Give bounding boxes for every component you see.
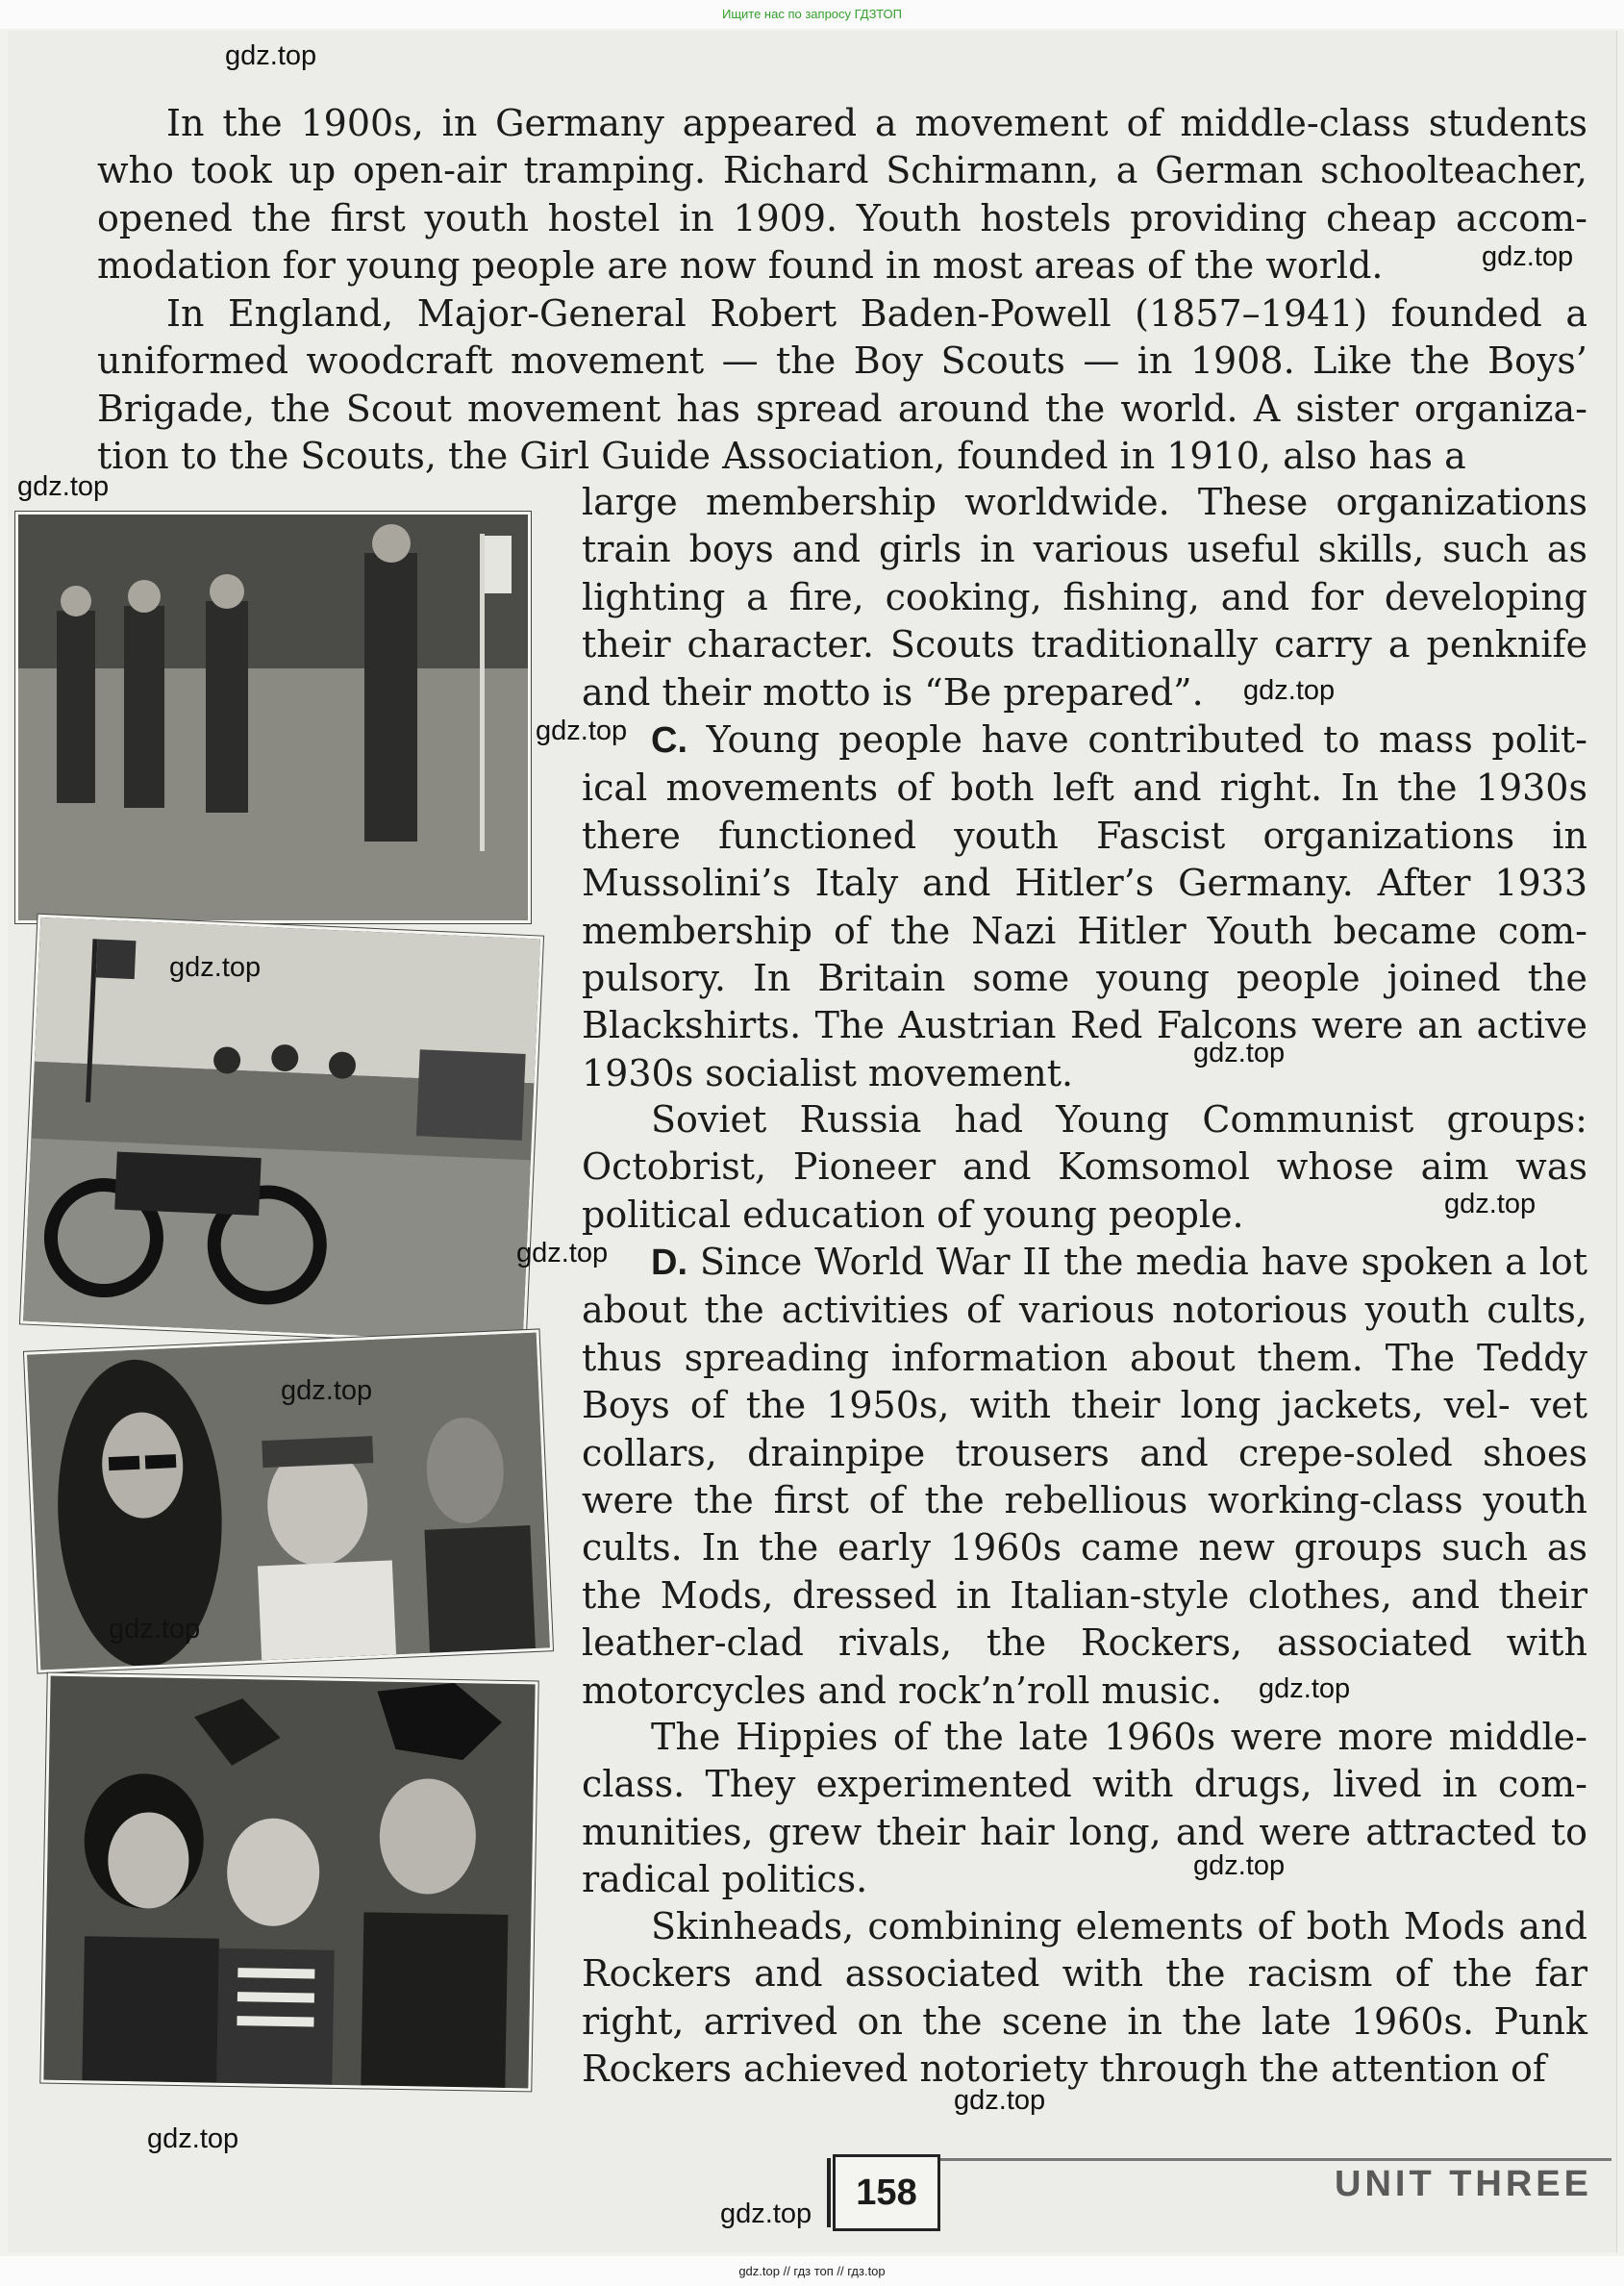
line: were the first of the rebellious working-class youth xyxy=(582,1479,1587,1522)
line: train boys and girls in various useful skills, such as xyxy=(582,528,1587,571)
motorcycle-image xyxy=(23,917,540,1343)
watermark: gdz.top xyxy=(1193,1038,1286,1068)
line: leather-clad rivals, the Rockers, associated with xyxy=(582,1621,1587,1665)
line: large membership worldwide. These organizations xyxy=(582,481,1587,523)
top-banner xyxy=(0,0,1624,29)
watermark: gdz.top xyxy=(147,2123,239,2154)
watermark: gdz.top xyxy=(1444,1189,1537,1219)
watermark: gdz.top xyxy=(17,471,110,502)
top-banner-text: Ищите нас по запросу ГДЗТОП xyxy=(721,7,902,21)
paragraph-hostels xyxy=(97,100,1587,290)
paragraph-skinheads xyxy=(582,1903,1587,2094)
watermark: gdz.top xyxy=(954,2085,1046,2116)
line: Skinheads, combining elements of both Mods and xyxy=(651,1905,1587,1947)
line: radical politics. xyxy=(582,1858,868,1901)
scouts-image xyxy=(18,515,528,920)
paragraph-hippies xyxy=(582,1714,1587,1904)
watermark: gdz.top xyxy=(281,1375,373,1406)
photo-punks xyxy=(40,1673,537,2092)
line: uniformed woodcraft movement — the Boy Scouts — in 1908. Like the Boys’ xyxy=(97,339,1587,383)
watermark: gdz.top xyxy=(109,1614,201,1645)
line: motorcycles and rock’n’roll music. xyxy=(582,1669,1222,1712)
line: membership of the Nazi Hitler Youth became com- xyxy=(582,909,1587,952)
line: Rockers and associated with the racism of the far xyxy=(582,1952,1587,1996)
line: the Mods, dressed in Italian-style clothes, and their xyxy=(582,1573,1587,1617)
watermark: gdz.top xyxy=(720,2198,812,2229)
line: modation for young people are now found in most areas of the world. xyxy=(97,244,1384,288)
section-c xyxy=(582,716,1587,1097)
line: right, arrived on the scene in the late 1960s. Punk xyxy=(582,1999,1587,2043)
line: Teddy Boys of the 1950s, with their long jackets, vel- xyxy=(582,1336,1587,1427)
line: who took up open-air tramping. Richard Schirmann, a German schoolteacher, xyxy=(97,149,1587,192)
watermark: gdz.top xyxy=(169,952,262,983)
line: Young people have contributed to mass polit- xyxy=(687,718,1587,761)
line: their character. Scouts traditionally carry a penknife xyxy=(582,623,1587,666)
section-d xyxy=(582,1239,1587,1715)
line: lighting a fire, cooking, fishing, and for developing xyxy=(582,575,1587,618)
line: Rockers achieved notoriety through the attention of xyxy=(582,2047,1546,2091)
watermark: gdz.top xyxy=(536,716,628,746)
footer-rule xyxy=(940,2158,1612,2161)
watermark: gdz.top xyxy=(1243,675,1336,706)
line: Soviet Russia had Young Communist groups: xyxy=(651,1098,1587,1141)
line: In the 1900s, in Germany appeared a movement of middle-class students xyxy=(166,102,1587,144)
watermark: gdz.top xyxy=(225,40,317,71)
line: and their motto is “Be prepared”. xyxy=(582,670,1204,714)
line: political education of young people. xyxy=(582,1193,1244,1236)
paragraph-soviet xyxy=(582,1096,1587,1239)
photo-bikers xyxy=(20,915,543,1346)
line: cults. In the early 1960s came new groups such as xyxy=(582,1526,1587,1570)
paragraph-scouts xyxy=(97,290,1587,481)
textbook-page xyxy=(8,31,1617,2252)
watermark: gdz.top xyxy=(1482,241,1574,272)
bottom-banner xyxy=(0,2256,1624,2286)
page-number-rule xyxy=(827,2158,831,2227)
line: munities, grew their hair long, and were attracted to xyxy=(582,1810,1587,1853)
line: Blackshirts. The Austrian Red Falcons were an active xyxy=(582,1004,1587,1047)
line: Brigade, the Scout movement has spread around the world. A sister organiza- xyxy=(97,387,1587,430)
line: In England, Major-General Robert Baden-Powell (1857–1941) founded a xyxy=(166,292,1587,335)
paragraph-scouts-continued xyxy=(582,479,1587,716)
line: ical movements of both left and right. In the 1930s xyxy=(582,766,1587,810)
line: class. They experimented with drugs, lived in com- xyxy=(582,1763,1587,1806)
bottom-banner-text: gdz.top // гдз топ // гдз.top xyxy=(738,2264,886,2278)
line: Octobrist, Pioneer and Komsomol whose aim was xyxy=(582,1145,1587,1189)
line: The Hippies of the late 1960s were more middle- xyxy=(651,1716,1587,1758)
punks-image xyxy=(43,1676,535,2089)
unit-label: UNIT THREE xyxy=(1335,2164,1592,2204)
line: vet collars, drainpipe trousers and crepe-soled shoes xyxy=(582,1384,1587,1474)
line: tion to the Scouts, the Girl Guide Association, founded in 1910, also has a xyxy=(97,435,1466,478)
line: pulsory. In Britain some young people joined the xyxy=(582,957,1587,1000)
line: cults, thus spreading information about them. The xyxy=(582,1289,1587,1379)
section-letter: C. xyxy=(651,720,687,761)
line: there functioned youth Fascist organizations in xyxy=(582,814,1587,857)
section-letter: D. xyxy=(651,1243,687,1283)
watermark: gdz.top xyxy=(1259,1673,1351,1704)
page-number: 158 xyxy=(833,2154,940,2231)
line: Since World War II the media have spoken a xyxy=(687,1241,1527,1283)
line: opened the first youth hostel in 1909. Youth hostels providing cheap accom- xyxy=(97,196,1587,239)
photo-scouts xyxy=(15,512,531,923)
line: lot about the activities of various notorious youth xyxy=(582,1241,1587,1332)
line: 1930s socialist movement. xyxy=(582,1051,1074,1094)
line: Mussolini’s Italy and Hitler’s Germany. After 1933 xyxy=(582,862,1587,905)
watermark: gdz.top xyxy=(1193,1850,1286,1881)
watermark: gdz.top xyxy=(516,1238,609,1269)
